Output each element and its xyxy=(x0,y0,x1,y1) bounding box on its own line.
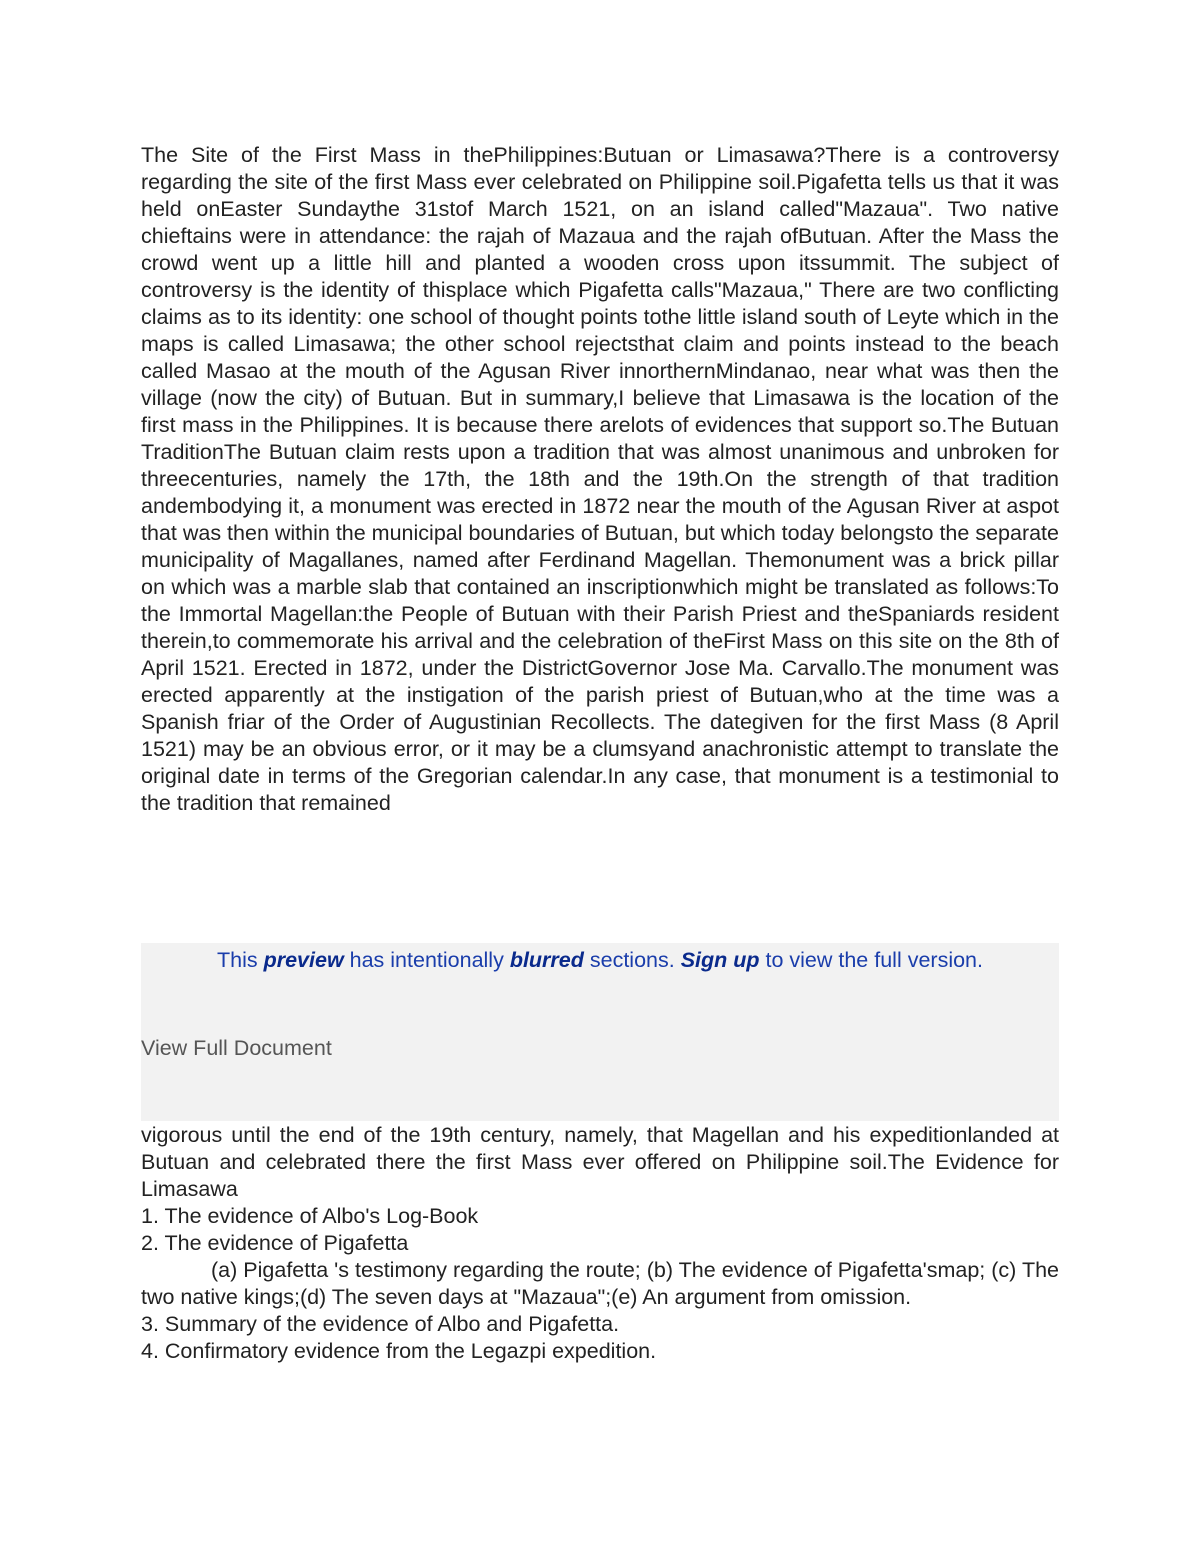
preview-message xyxy=(141,947,1059,974)
view-full-document-link[interactable]: View Full Document xyxy=(141,1036,332,1060)
sublist-item: (a) Pigafetta 's testimony regarding the route; (b) The evidence of Pigafetta'smap; (c) The two native kings;(d) The seven days at "Mazaua";(e) An argument from omission. xyxy=(141,1258,1059,1309)
document-page-2 xyxy=(141,1122,1059,1365)
preview-banner xyxy=(141,943,1059,1121)
preview-text-3: sections. xyxy=(583,948,681,972)
list-item: 3. Summary of the evidence of Albo and Pigafetta. xyxy=(141,1312,620,1336)
blurred-word: blurred xyxy=(509,948,584,972)
list-item: 2. The evidence of Pigafetta xyxy=(141,1231,409,1255)
sign-up-link[interactable]: Sign up xyxy=(680,948,760,972)
preview-word: preview xyxy=(263,948,344,972)
paragraph-continued: vigorous until the end of the 19th century, namely, that Magellan and his expeditionlanded at Butuan and celebrated there the first Mass ever offered on Philippine soil.The Evidence for Limasawa xyxy=(141,1123,1059,1201)
preview-text-4: to view the full version. xyxy=(759,948,983,972)
list-item: 4. Confirmatory evidence from the Legazpi expedition. xyxy=(141,1339,657,1363)
preview-text-2: has intentionally xyxy=(343,948,510,972)
paragraph-main: The Site of the First Mass in thePhilippines:Butuan or Limasawa?There is a controversy regarding the site of the first Mass ever celebrated on Philippine soil.Pigafetta tells us that it was held onEaster Sundaythe 31stof March 1521, on an island called"Mazaua". Two native chieftains were in attendance: the rajah of Mazaua and the rajah ofButuan. After the Mass the crowd went up a little hill and planted a wooden cross upon itssummit. The subject of controversy is the identity of thisplace which Pigafetta calls"Mazaua," There are two conflicting claims as to its identity: one school of thought points tothe little island south of Leyte which in the maps is called Limasawa; the other school rejectsthat claim and points instead to the beach called Masao at the mouth of the Agusan River innorthernMindanao, near what was then the village (now the city) of Butuan. But in summary,I believe that Limasawa is the location of the first mass in the Philippines. It is because there arelots of evidences that support so.The Butuan TraditionThe Butuan claim rests upon a tradition that was almost unanimous and unbroken for threecenturies, namely the 17th, the 18th and the 19th.On the strength of that tradition andembodying it, a monument was erected in 1872 near the mouth of the Agusan River at aspot that was then within the municipal boundaries of Butuan, but which today belongsto the separate municipality of Magallanes, named after Ferdinand Magellan. Themonument was a brick pillar on which was a marble slab that contained an inscriptionwhich might be translated as follows:To the Immortal Magellan:the People of Butuan with their Parish Priest and theSpaniards resident therein,to commemorate his arrival and the celebration of theFirst Mass on this site on the 8th of April 1521. Erected in 1872, under the DistrictGovernor Jose Ma. Carvallo.The monument was erected apparently at the instigation of the parish priest of Butuan,who at the time was a Spanish friar of the Order of Augustinian Recollects. The dategiven for the first Mass (8 April 1521) may be an obvious error, or it may be a clumsyand anachronistic attempt to translate the original date in terms of the Gregorian calendar.In any case, that monument is a testimonial to the tradition that remained xyxy=(141,143,1059,815)
preview-text-1: This xyxy=(217,948,264,972)
document-page-1 xyxy=(141,142,1059,817)
list-item: 1. The evidence of Albo's Log-Book xyxy=(141,1204,479,1228)
